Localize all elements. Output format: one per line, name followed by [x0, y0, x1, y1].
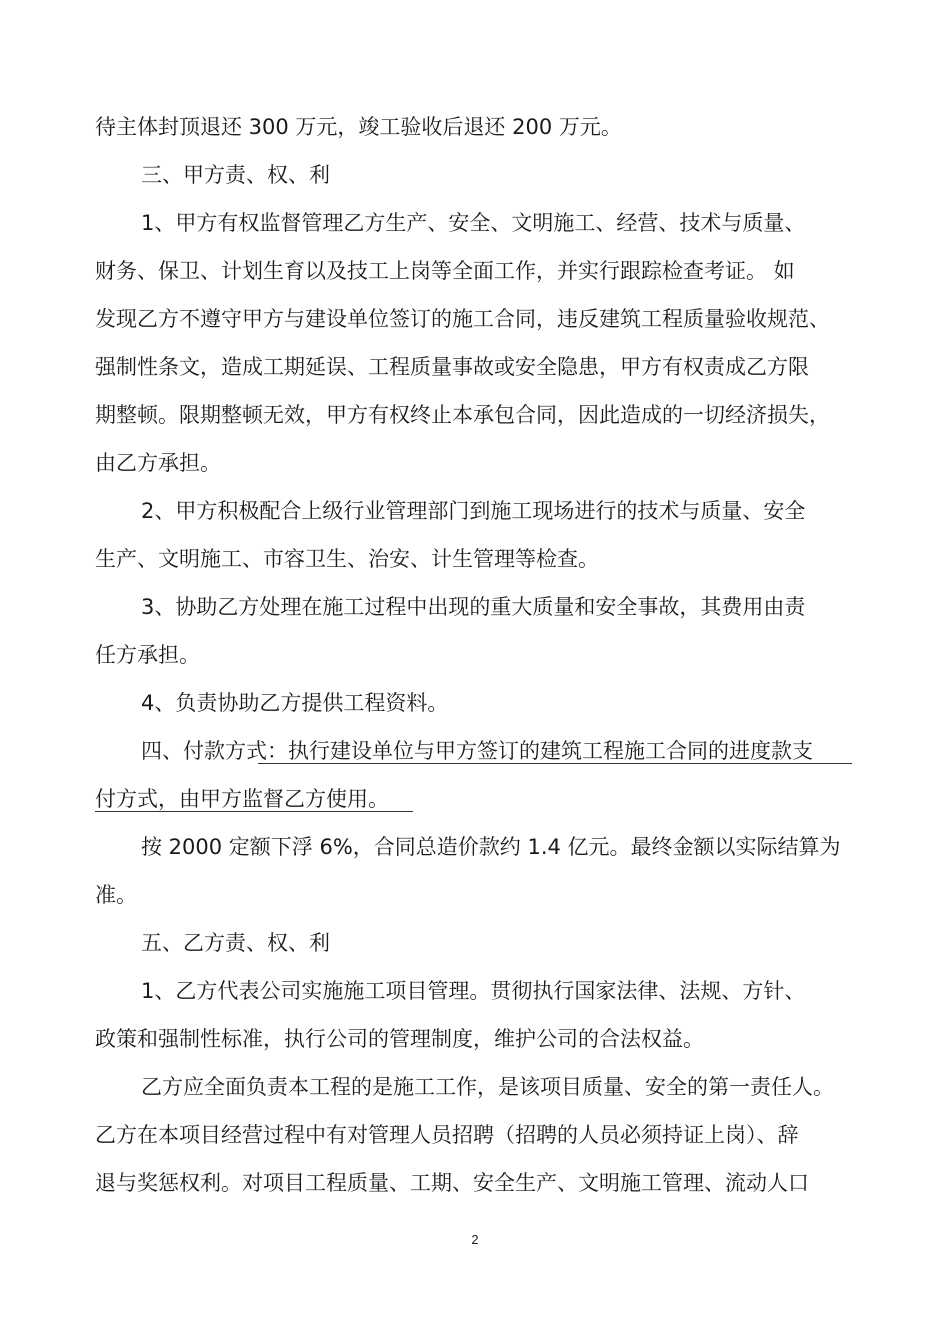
page-number: 2 — [471, 1232, 479, 1247]
text-line: 准。 — [95, 883, 137, 907]
payment-label: 四、付款方式： — [141, 739, 288, 763]
text-line: 待主体封顶退还 300 万元，竣工验收后退还 200 万元。 — [95, 115, 622, 139]
section-heading-4 — [141, 737, 813, 765]
underline — [95, 811, 413, 812]
text-line: 退与奖惩权利。对项目工程质量、工期、安全生产、文明施工管理、流动人口 — [95, 1171, 809, 1195]
text-line: 财务、保卫、计划生育以及技工上岗等全面工作，并实行跟踪检查考证。 如 — [95, 259, 795, 283]
text-line: 按 2000 定额下浮 6%，合同总造价款约 1.4 亿元。最终金额以实际结算为 — [141, 835, 841, 859]
text-line: 1、甲方有权监督管理乙方生产、安全、文明施工、经营、技术与质量、 — [141, 211, 806, 235]
payment-underlined-text: 付方式，由甲方监督乙方使用。 — [95, 787, 389, 811]
text-line: 期整顿。限期整顿无效，甲方有权终止本承包合同，因此造成的一切经济损失， — [95, 403, 830, 427]
text-line: 1、乙方代表公司实施施工项目管理。贯彻执行国家法律、法规、方针、 — [141, 979, 806, 1003]
text-line: 乙方在本项目经营过程中有对管理人员招聘（招聘的人员必须持证上岗）、辞 — [95, 1123, 799, 1147]
text-line: 2、甲方积极配合上级行业管理部门到施工现场进行的技术与质量、安全 — [141, 499, 806, 523]
payment-underlined-text: 执行建设单位与甲方签订的建筑工程施工合同的进度款支 — [288, 739, 813, 763]
text-line: 3、协助乙方处理在施工过程中出现的重大质量和安全事故，其费用由责 — [141, 595, 806, 619]
text-line: 由乙方承担。 — [95, 451, 221, 475]
text-line: 生产、文明施工、市容卫生、治安、计生管理等检查。 — [95, 547, 599, 571]
section-heading-3: 三、甲方责、权、利 — [141, 163, 330, 187]
underline — [258, 763, 852, 764]
text-line: 强制性条文，造成工期延误、工程质量事故或安全隐患，甲方有权责成乙方限 — [95, 355, 809, 379]
text-line: 发现乙方不遵守甲方与建设单位签订的施工合同，违反建筑工程质量验收规范、 — [95, 307, 830, 331]
text-line: 任方承担。 — [95, 643, 200, 667]
text-line: 乙方应全面负责本工程的是施工工作，是该项目质量、安全的第一责任人。 — [141, 1075, 834, 1099]
text-line: 政策和强制性标准，执行公司的管理制度，维护公司的合法权益。 — [95, 1027, 704, 1051]
section-heading-5: 五、乙方责、权、利 — [141, 931, 330, 955]
text-line: 4、负责协助乙方提供工程资料。 — [141, 691, 449, 715]
